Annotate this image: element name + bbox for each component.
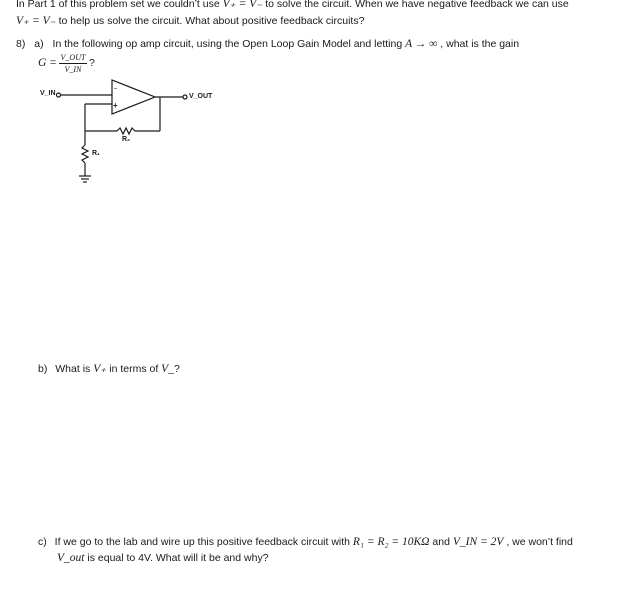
question-8b-label: b) <box>38 363 48 375</box>
gain-numerator: V_OUT <box>60 53 86 62</box>
gain-lhs: G = <box>38 57 57 69</box>
question-8c-text-b: and <box>429 536 453 548</box>
question-8a-text-b: , what is the gain <box>437 38 520 50</box>
question-8b-text-c: ? <box>173 363 180 375</box>
vin-terminal <box>57 93 61 97</box>
question-8c <box>38 536 573 548</box>
question-8-number: 8) <box>16 38 26 50</box>
question-8b-text-a: What is <box>55 363 94 375</box>
intro-line-1-text-b: to solve the circuit. When we have negative feedback we can use <box>262 0 569 10</box>
question-8c-text-c: , we won’t find <box>503 536 573 548</box>
question-8c-label: c) <box>38 536 47 548</box>
question-8c-line-2 <box>57 552 269 564</box>
r2-label: R₂ <box>122 136 131 143</box>
vin-label: V_IN <box>40 90 56 97</box>
gain-question-mark: ? <box>89 57 95 69</box>
op-amp-triangle <box>112 80 155 114</box>
question-8c-line-2-text: is equal to 4V. What will it be and why? <box>84 552 269 564</box>
op-amp-plus-sign: + <box>113 101 118 110</box>
question-8a-label: a) <box>34 38 44 50</box>
resistor-r2 <box>117 128 135 134</box>
question-8c-line-2-equation: V_out <box>57 552 85 564</box>
resistor-r1 <box>82 145 88 163</box>
question-8c-equation: R₁ = R₂ = 10KΩ <box>352 536 430 548</box>
intro-line-1-equation: V₊ = V₋ <box>222 0 263 10</box>
vout-terminal <box>183 95 187 99</box>
question-8b-text-b: in terms of <box>106 363 162 375</box>
question-8b-equation-2: V_ <box>161 363 174 375</box>
question-8a-equation: A → ∞ <box>405 38 438 50</box>
vout-label: V_OUT <box>189 93 213 100</box>
intro-line-2-equation: V₊ = V₋ <box>16 15 56 27</box>
question-8a-text-a: In the following op amp circuit, using the Open Loop Gain Model and letting <box>52 38 406 50</box>
op-amp-minus-sign: - <box>114 83 117 93</box>
intro-line-1-text-a: In Part 1 of this problem set we couldn’t use <box>16 0 223 10</box>
question-8c-text-a: If we go to the lab and wire up this positive feedback circuit with <box>54 536 353 548</box>
gain-denominator: V_IN <box>64 65 82 74</box>
r1-label: R₁ <box>92 150 100 157</box>
question-8b <box>38 361 180 375</box>
intro-line-2-text: to help us solve the circuit. What about positive feedback circuits? <box>55 15 365 27</box>
question-8c-equation-2: V_IN = 2V <box>452 536 504 548</box>
question-8b-equation: V₊ <box>93 363 107 375</box>
